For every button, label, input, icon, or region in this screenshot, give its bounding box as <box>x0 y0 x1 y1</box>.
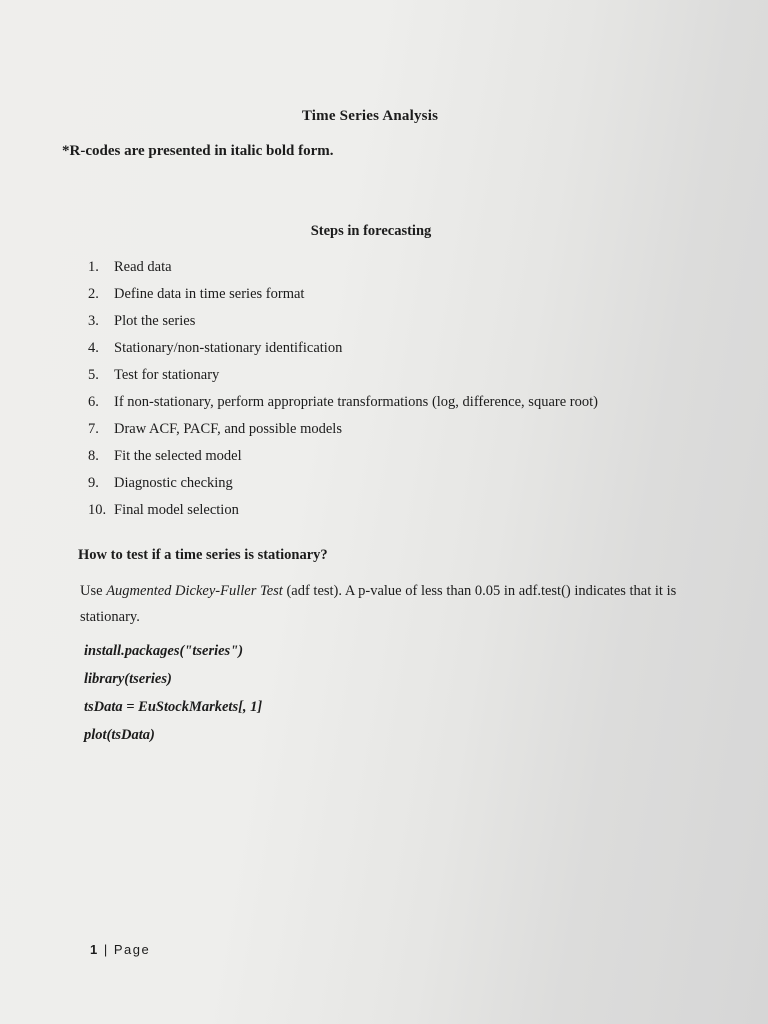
list-item <box>88 500 598 527</box>
paragraph-prefix: Use <box>80 583 107 599</box>
step-text: Draw ACF, PACF, and possible models <box>114 421 342 437</box>
step-number: 2. <box>88 286 99 302</box>
code-format-note: *R-codes are presented in italic bold form. <box>62 143 334 159</box>
step-text: Define data in time series format <box>114 286 305 302</box>
step-text: If non-stationary, perform appropriate transformations (log, difference, square root) <box>114 394 598 410</box>
list-item <box>88 419 598 446</box>
step-text: Plot the series <box>114 313 196 329</box>
step-number: 4. <box>88 340 99 356</box>
step-text: Final model selection <box>114 502 239 518</box>
document-title: Time Series Analysis <box>301 108 439 124</box>
step-text: Read data <box>114 259 172 275</box>
test-name-emphasis: Augmented Dickey-Fuller Test <box>106 583 283 599</box>
list-item <box>88 257 598 284</box>
step-number: 8. <box>88 448 99 464</box>
code-line: tsData = EuStockMarkets[, 1] <box>84 699 263 715</box>
step-number: 7. <box>88 421 99 437</box>
adf-test-paragraph <box>80 578 680 630</box>
code-line: plot(tsData) <box>84 727 155 743</box>
list-item <box>88 392 598 419</box>
list-item <box>88 284 598 311</box>
page-number: 1 <box>90 942 99 957</box>
page-label: Page <box>113 942 151 957</box>
step-number: 3. <box>88 313 99 329</box>
step-text: Test for stationary <box>114 367 220 383</box>
steps-list <box>88 257 598 527</box>
step-number: 9. <box>88 475 99 491</box>
step-text: Fit the selected model <box>114 448 242 464</box>
step-number: 1. <box>88 259 99 275</box>
step-number: 5. <box>88 367 99 383</box>
code-line: install.packages("tseries") <box>84 643 244 659</box>
list-item <box>88 473 598 500</box>
step-text: Diagnostic checking <box>114 475 233 491</box>
step-text: Stationary/non-stationary identification <box>114 340 343 356</box>
steps-heading: Steps in forecasting <box>310 223 432 239</box>
page-footer <box>90 942 150 957</box>
r-code-block <box>84 641 262 753</box>
footer-separator: | <box>98 942 114 957</box>
list-item <box>88 365 598 392</box>
paragraph-suffix: (adf test). A p-value of less than 0.05 in adf.test() indicates that it is stationary. <box>80 583 677 625</box>
list-item <box>88 311 598 338</box>
step-number: 6. <box>88 394 99 410</box>
stationarity-question-heading: How to test if a time series is stationary? <box>78 547 328 563</box>
list-item <box>88 338 598 365</box>
list-item <box>88 446 598 473</box>
step-number: 10. <box>88 502 107 518</box>
code-line: library(tseries) <box>84 671 172 687</box>
